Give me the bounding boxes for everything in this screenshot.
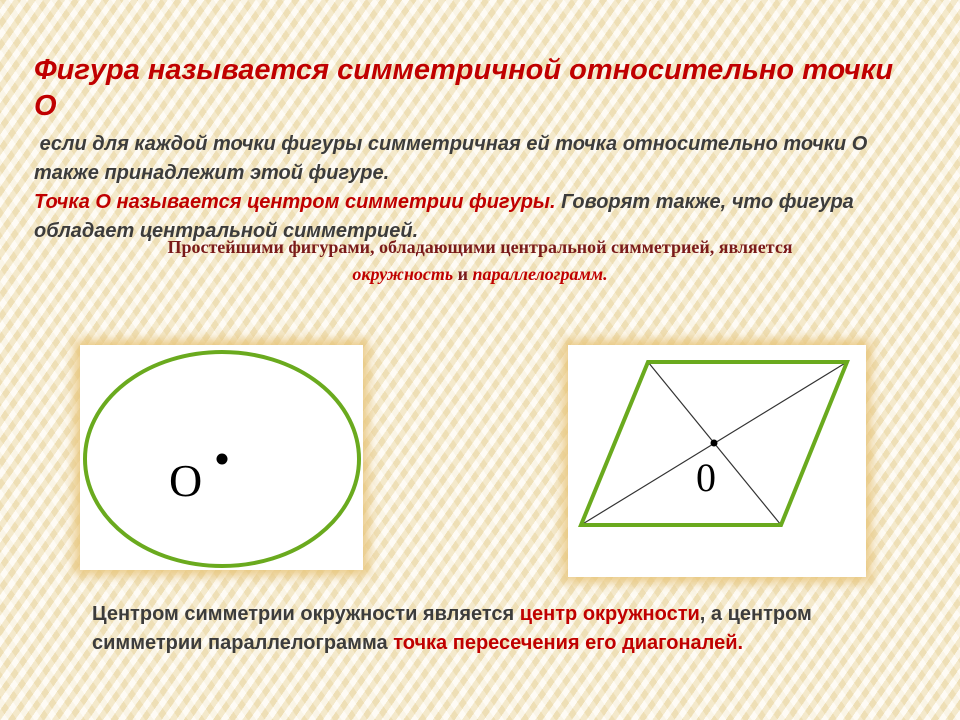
definition-text [34,130,934,246]
circle-figure-frame [80,345,363,570]
center-definition: Точка О называется центром симметрии фигуры. [34,191,556,213]
circle-figure [80,345,363,570]
conclusion-part2: , а центром симметрии параллелограмма [92,603,812,654]
parallelogram-figure-frame [568,345,866,577]
parallelogram-term: параллелограмм. [472,264,608,284]
circle-center-term: центр окружности [519,603,700,625]
slide-title: Фигура называется симметричной относительно точки О [34,54,894,122]
circle-center-label: O [169,455,203,506]
parallelogram-figure [568,345,866,577]
and-word: и [457,264,469,284]
circle-center-point [217,454,228,465]
conclusion-text [92,600,912,658]
conclusion-part1: Центром симметрии окружности является [92,603,515,625]
definition-part2: также принадлежит этой фигуре. [34,162,390,184]
parallelogram-center-label: 0 [696,455,716,500]
parallelogram-center-point [711,440,718,447]
central-symmetry-note: Говорят также, что фигура обладает центральной симметрией. [34,191,854,242]
simplest-figures-text [30,234,930,288]
intersection-term: точка пересечения его диагоналей. [393,632,744,654]
definition-part1: если для каждой точки фигуры симметричная ей точка относительно точки О [39,133,868,155]
circle-term: окружность [352,264,454,284]
simplest-intro: Простейшими фигурами, обладающими центральной симметрией, является [167,237,793,257]
